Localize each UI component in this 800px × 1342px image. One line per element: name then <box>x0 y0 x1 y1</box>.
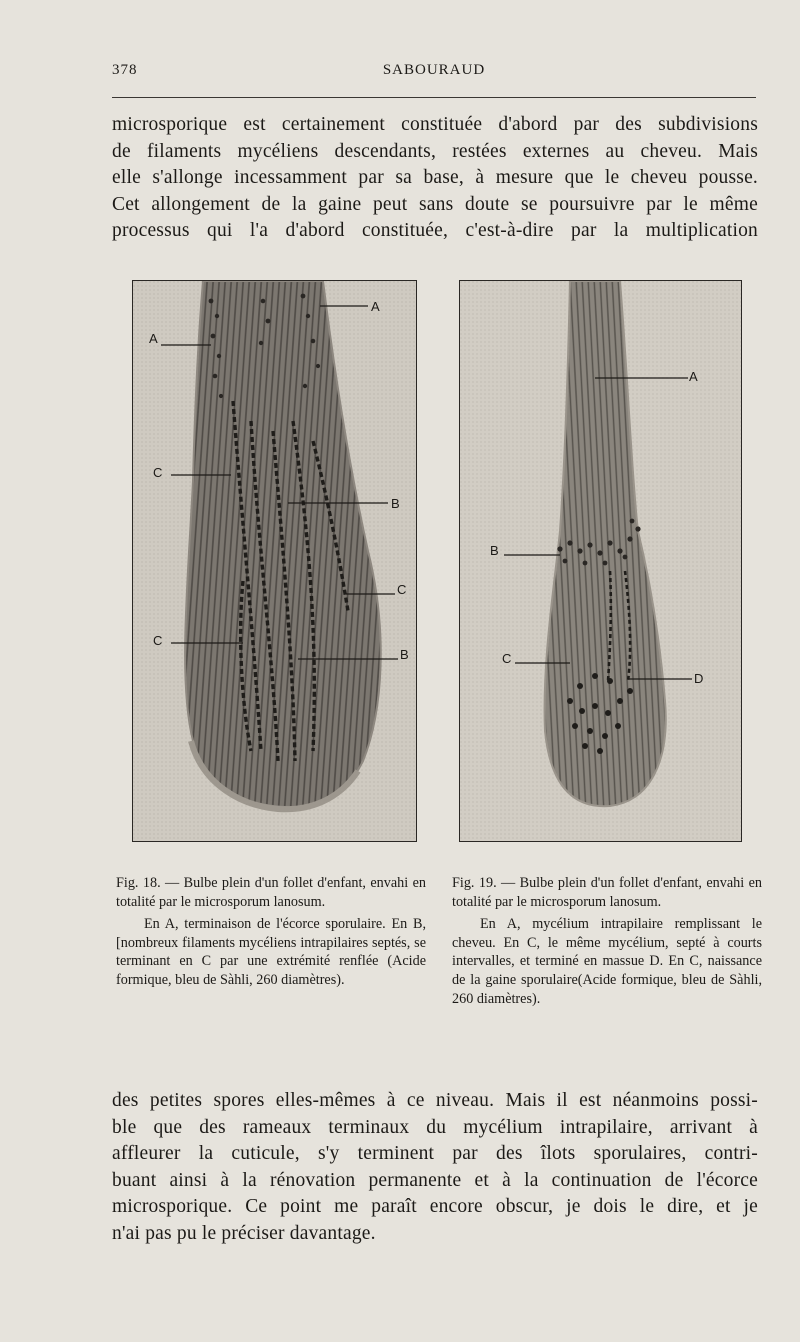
text-line: buant ainsi à la rénovation permanente et à la continuation de l'écorce <box>112 1169 758 1191</box>
figure-label: C <box>153 633 163 648</box>
figure-label: C <box>502 651 512 666</box>
text-line: affleurer la cuticule, s'y terminent par des îlots sporulaires, contri- <box>112 1143 758 1165</box>
figure-label: B <box>400 647 409 662</box>
header-rule <box>112 97 756 98</box>
figure-label: B <box>391 496 400 511</box>
figure-label: D <box>694 671 704 686</box>
caption-body: En A, mycélium intrapilaire remplissant le cheveu. En C, le même mycélium, septé à courts intervalles, et terminé en massue D. En C, naissance de la gaine sporulaire(Acide formique, bleu de Sàhli, 260 diamètres). <box>452 916 762 1007</box>
figure-label: B <box>490 543 499 558</box>
figure-label: A <box>149 331 158 346</box>
figure-19-caption <box>452 874 762 1008</box>
text-line: Cet allongement de la gaine peut sans doute se poursuivre par le même <box>112 193 758 215</box>
text-line: n'ai pas pu le préciser davantage. <box>112 1222 376 1244</box>
page-header <box>112 62 756 84</box>
text-line: microsporique. Ce point me paraît encore obscur, je dois le dire, et je <box>112 1196 758 1218</box>
body-paragraph-top <box>112 112 758 245</box>
text-line: processus qui l'a d'abord constituée, c'est-à-dire par la multiplication <box>112 220 758 242</box>
figure-18-caption <box>116 874 426 990</box>
page-number: 378 <box>112 62 138 78</box>
figure-label: C <box>397 582 407 597</box>
text-line: elle s'allonge incessamment par sa base, à mesure que le cheveu pousse. <box>112 167 758 189</box>
caption-title: Fig. 19. — Bulbe plein d'un follet d'enfant, envahi en totalité par le microsporum lanosum. <box>452 875 762 910</box>
figure-label: C <box>153 465 163 480</box>
figure-label: A <box>689 369 698 384</box>
caption-body: En A, terminaison de l'écorce sporulaire. En B, [nombreux filaments mycéliens intrapilaires septés, se terminant en C par une extrémité renflée (Acide formique, bleu de Sàhli, 260 diamètres). <box>116 916 426 988</box>
figure-label: A <box>371 299 380 314</box>
text-line: ble que des rameaux terminaux du mycélium intrapilaire, arrivant à <box>112 1116 758 1138</box>
running-head: SABOURAUD <box>382 62 486 78</box>
figure-19-illustration <box>459 280 742 842</box>
text-line: des petites spores elles-mêmes à ce niveau. Mais il est néanmoins possi- <box>112 1090 758 1111</box>
text-line: microsporique est certainement constituée d'abord par des subdivisions <box>112 114 758 135</box>
body-paragraph-bottom <box>112 1088 758 1248</box>
caption-title: Fig. 18. — Bulbe plein d'un follet d'enfant, envahi en totalité par le microsporum lanosum. <box>116 875 426 910</box>
figure-18-illustration <box>132 280 417 842</box>
text-line: de filaments mycéliens descendants, restées externes au cheveu. Mais <box>112 140 758 162</box>
